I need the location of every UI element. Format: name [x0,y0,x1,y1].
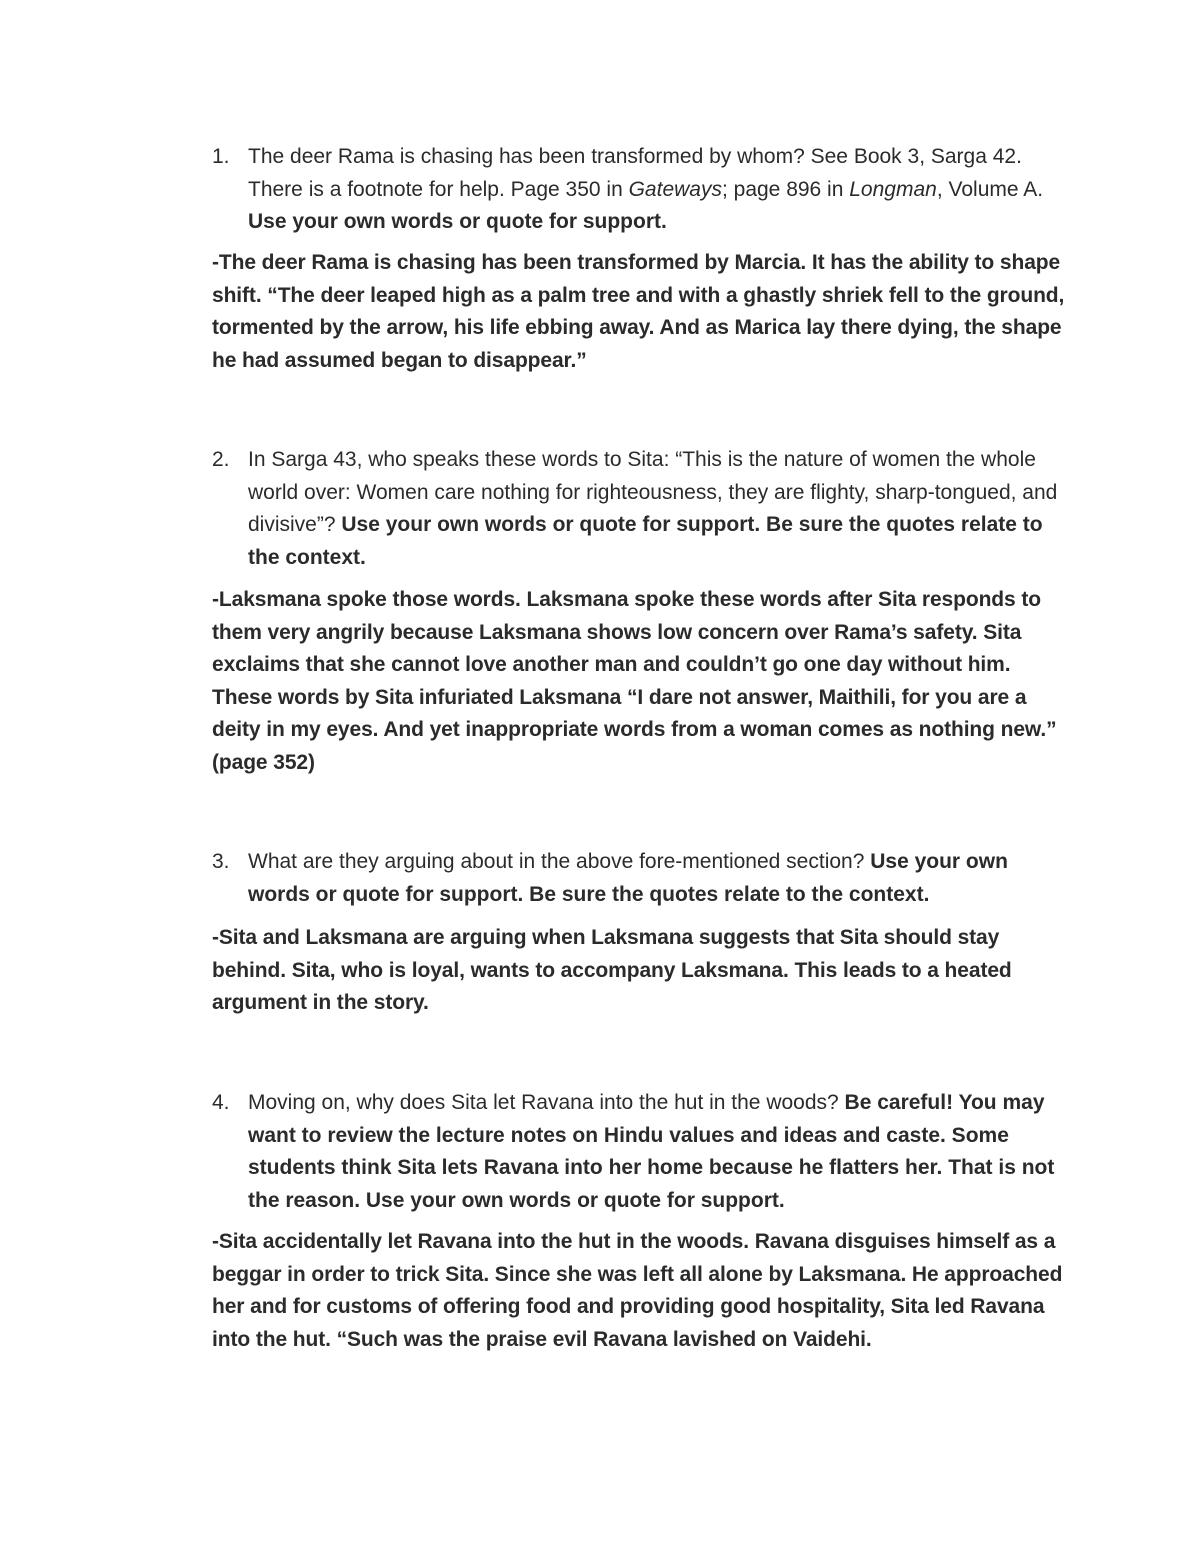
question-number: 2. [212,448,230,471]
book-title-gateways: Gateways [628,177,722,201]
question-3 [212,846,1062,911]
question-number: 1. [212,145,230,168]
answer-2: -Laksmana spoke those words. Laksmana spoke these words after Sita responds to them very angrily because Laksmana shows low concern over Rama’s safety. Sita exclaims that she cannot love another man and couldn’t go one day without him. These words by Sita infuriated Laksmana “I dare not answer, Maithili, for you are a deity in my eyes. And yet inappropriate words from a woman comes as nothing new.” (page 352) [212,588,1057,774]
question-text: The deer Rama is chasing has been transformed by whom? See Book 3, Sarga 42. There is a footnote for help. Page 350 in Gateways; page 896 in Longman, Volume A. Use your own words or quote for support. [248,145,1044,233]
answer-3: -Sita and Laksmana are arguing when Laksmana suggests that Sita should stay behind. Sita, who is loyal, wants to accompany Laksmana. This leads to a heated argument in the story. [212,926,1012,1014]
question-1 [212,141,1062,239]
question-4 [212,1087,1062,1217]
question-instruction: Use your own words or quote for support. Be sure the quotes relate to the context. [248,513,1043,569]
question-instruction: Use your own words or quote for support. [248,210,667,233]
answer-1: -The deer Rama is chasing has been transformed by Marcia. It has the ability to shape shift. “The deer leaped high as a palm tree and with a ghastly shriek fell to the ground, tormented by the arrow, his life ebbing away. And as Marica lay there dying, the shape he had assumed began to disappear.” [212,251,1065,372]
question-text: What are they arguing about in the above fore-mentioned section? Use your own words or quote for support. Be sure the quotes relate to the context. [248,850,1008,906]
question-number: 4. [212,1091,230,1114]
book-title-longman: Longman [849,177,937,201]
question-number: 3. [212,850,230,873]
question-2 [212,444,1062,574]
answer-4: -Sita accidentally let Ravana into the hut in the woods. Ravana disguises himself as a beggar in order to trick Sita. Since she was left all alone by Laksmana. He approached her and for customs of offering food and providing good hospitality, Sita led Ravana into the hut. “Such was the praise evil Ravana lavished on Vaidehi. [212,1230,1063,1351]
question-instruction: Use your own words or quote for support. Be sure the quotes relate to the context. [248,850,1008,906]
question-text: Moving on, why does Sita let Ravana into the hut in the woods? Be careful! You may want to review the lecture notes on Hindu values and ideas and caste. Some students think Sita lets Ravana into her home because he flatters her. That is not the reason. Use your own words or quote for support. [248,1091,1055,1212]
question-instruction: Be careful! You may want to review the lecture notes on Hindu values and ideas and caste. Some students think Sita lets Ravana into her home because he flatters her. That is not the reason. Use your own words or quote for support. [248,1091,1055,1212]
question-text: In Sarga 43, who speaks these words to Sita: “This is the nature of women the whole world over: Women care nothing for righteousness, they are flighty, sharp-tongued, and divisive”? Use your own words or quote for support. Be sure the quotes relate to the context. [248,448,1058,569]
